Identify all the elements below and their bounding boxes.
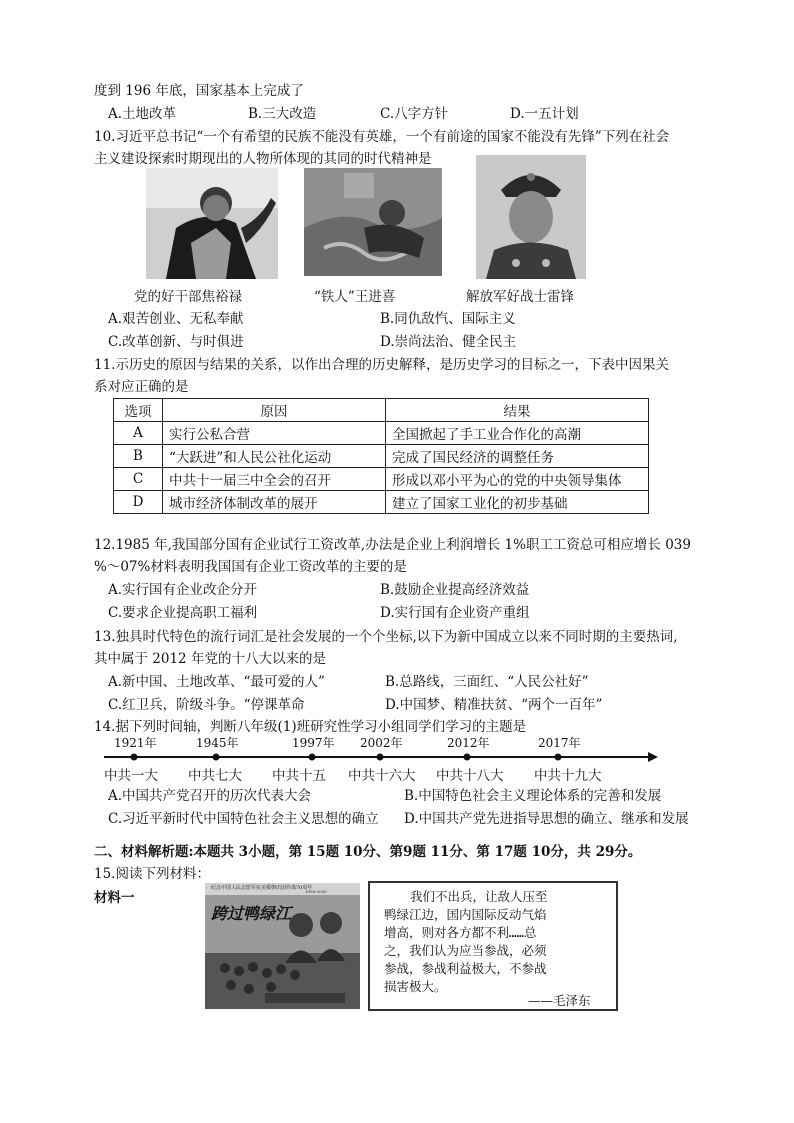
header-result: 结果 (386, 399, 649, 422)
q14-option-b[interactable]: B.中国特色社会主义理论体系的完善和发展 (404, 788, 662, 804)
timeline-year: 2002年 (360, 736, 403, 750)
section2-heading: 二、材料解析题:本题共 3小题，第 15题 10分、第9题 11分、第 17题 10分，共 29分。 (94, 844, 642, 860)
row-option: C (114, 468, 163, 491)
table-row (114, 422, 649, 445)
timeline-year: 1921年 (114, 736, 157, 750)
caption-jiao-yulu: 党的好干部焦裕禄 (134, 289, 242, 305)
q12-stem-line2: %～07%材料表明我国国有企业工资改革的主要的是 (94, 559, 407, 575)
table-row (114, 468, 649, 491)
q12-stem-line1: 12.1985 年,我国部分国有企业试行工资改革,办法是企业上利润增长 1%职工工资总可相应增长 039 (94, 537, 691, 553)
q13-option-c[interactable]: C.红卫兵，阶级斗争。“停课革命 (108, 697, 305, 713)
row-cause: 实行公私合营 (163, 422, 386, 445)
timeline-year: 1997年 (292, 736, 335, 750)
row-result: 形成以邓小平为心的党的中央领导集体 (386, 468, 649, 491)
q14-option-a[interactable]: A.中国共产党召开的历次代表大会 (108, 788, 312, 804)
timeline-event: 中共七大 (188, 768, 242, 784)
table-row (114, 445, 649, 468)
q12-option-b[interactable]: B.鼓励企业提高经济效益 (380, 582, 530, 598)
q14-option-d[interactable]: D.中国共产党先进指导思想的确立、继承和发展 (404, 811, 689, 827)
q12-option-c[interactable]: C.要求企业提高职工福利 (108, 605, 258, 621)
mao-quote-box (368, 881, 618, 1011)
table-header-row (114, 399, 649, 422)
row-result: 全国掀起了手工业合作化的高潮 (386, 422, 649, 445)
quote-line: 参战，参战利益极大，不参战 (384, 961, 547, 976)
q11-stem-line1: 11.示历史的原因与结果的关系，以作出合理的历史解释，是历史学习的目标之一，下表中因果关 (94, 357, 669, 373)
timeline-event: 中共十五 (272, 768, 326, 784)
row-option: D (114, 491, 163, 514)
poster-cross-yalu-river (205, 883, 360, 1009)
q12-option-a[interactable]: A.实行国有企业改企分开 (108, 582, 258, 598)
q9-option-c[interactable]: C.八字方针 (380, 106, 449, 122)
q10-option-d[interactable]: D.崇尚法治、健全民主 (380, 334, 517, 350)
q12-option-d[interactable]: D.实行国有企业资产重组 (380, 605, 530, 621)
timeline-event: 中共十六大 (348, 768, 416, 784)
q9-stem-tail: 度到 196 年底，国家基本上完成了 (94, 83, 304, 99)
cause-effect-table (113, 398, 649, 514)
q10-stem-line2: 主义建设探索时期现出的人物所体现的其同的时代精神是 (94, 151, 432, 167)
poster-title: 跨过鸭绿江 (211, 904, 292, 923)
q13-stem-line1: 13.独具时代特色的流行词汇是社会发展的一个个坐标,以下为新中国成立以来不同时期的主要热词, (94, 629, 678, 645)
photo-wang-jinxi (304, 168, 442, 276)
quote-line: 之，我们认为应当参战，必须 (384, 943, 547, 958)
row-result: 建立了国家工业化的初步基础 (386, 491, 649, 514)
q13-stem-line2: 其中属于 2012 年党的十八大以来的是 (94, 651, 326, 667)
row-option: A (114, 422, 163, 445)
header-cause: 原因 (163, 399, 386, 422)
q13-option-a[interactable]: A.新中国、土地改革、“最可爱的人” (108, 674, 325, 690)
q10-option-c[interactable]: C.改革创新、与时俱进 (108, 334, 244, 350)
poster-years: 1950-2020 (305, 889, 327, 894)
quote-line: 我们不出兵，让敌人压至 (410, 889, 548, 904)
quote-line: 损害极大。 (384, 979, 447, 994)
q14-stem: 14.据下列时间轴，判断八年级(1)班研究性学习小组同学们学习的主题是 (94, 719, 527, 735)
poster-caption: 纪念中国人民志愿军抗美援朝出国作战70周年 (211, 885, 313, 891)
caption-wang-jinxi: “铁人”王进喜 (314, 289, 396, 305)
material1-label: 材料一 (94, 890, 135, 906)
table-row (114, 491, 649, 514)
q10-option-a[interactable]: A.艰苦创业、无私奉献 (108, 311, 244, 327)
timeline-year: 2017年 (538, 736, 581, 750)
q10-stem-line1: 10.习近平总书记“一个有希望的民族不能没有英雄，一个有前途的国家不能没有先锋”下列在社会 (94, 129, 670, 145)
caption-lei-feng: 解放军好战士雷锋 (466, 289, 574, 305)
row-cause: 中共十一届三中全会的召开 (163, 468, 386, 491)
q13-option-d[interactable]: D.中国梦、精准扶贫、“两个一百年” (385, 697, 603, 713)
timeline-event: 中共十九大 (534, 768, 602, 784)
photo-jiao-yulu (146, 168, 278, 279)
q11-stem-line2: 系对应正确的是 (94, 379, 189, 395)
timeline-event: 中共十八大 (436, 768, 504, 784)
quote-author: ——毛泽东 (528, 993, 591, 1008)
q15-stem: 15.阅读下列材料： (94, 866, 210, 882)
row-option: B (114, 445, 163, 468)
timeline-year: 1945年 (196, 736, 239, 750)
quote-line: 鸭绿江边，国内国际反动气焰 (384, 907, 547, 922)
q13-option-b[interactable]: B.总路线，三面红、“人民公社好” (385, 674, 589, 690)
header-option: 选项 (114, 399, 163, 422)
row-result: 完成了国民经济的调整任务 (386, 445, 649, 468)
quote-line: 增高，则对各方都不利……总 (384, 925, 537, 940)
q10-option-b[interactable]: B.同仇敌忾、国际主义 (380, 311, 516, 327)
row-cause: “大跃进”和人民公社化运动 (163, 445, 386, 468)
q9-option-a[interactable]: A.土地改革 (108, 106, 177, 122)
timeline-event: 中共一大 (104, 768, 158, 784)
q14-option-c[interactable]: C.习近平新时代中国特色社会主义思想的确立 (108, 811, 379, 827)
q9-option-b[interactable]: B.三大改造 (248, 106, 317, 122)
timeline (100, 736, 660, 784)
timeline-year: 2012年 (447, 736, 490, 750)
row-cause: 城市经济体制改革的展开 (163, 491, 386, 514)
q9-option-d[interactable]: D.一五计划 (510, 106, 579, 122)
photo-lei-feng (476, 155, 586, 279)
